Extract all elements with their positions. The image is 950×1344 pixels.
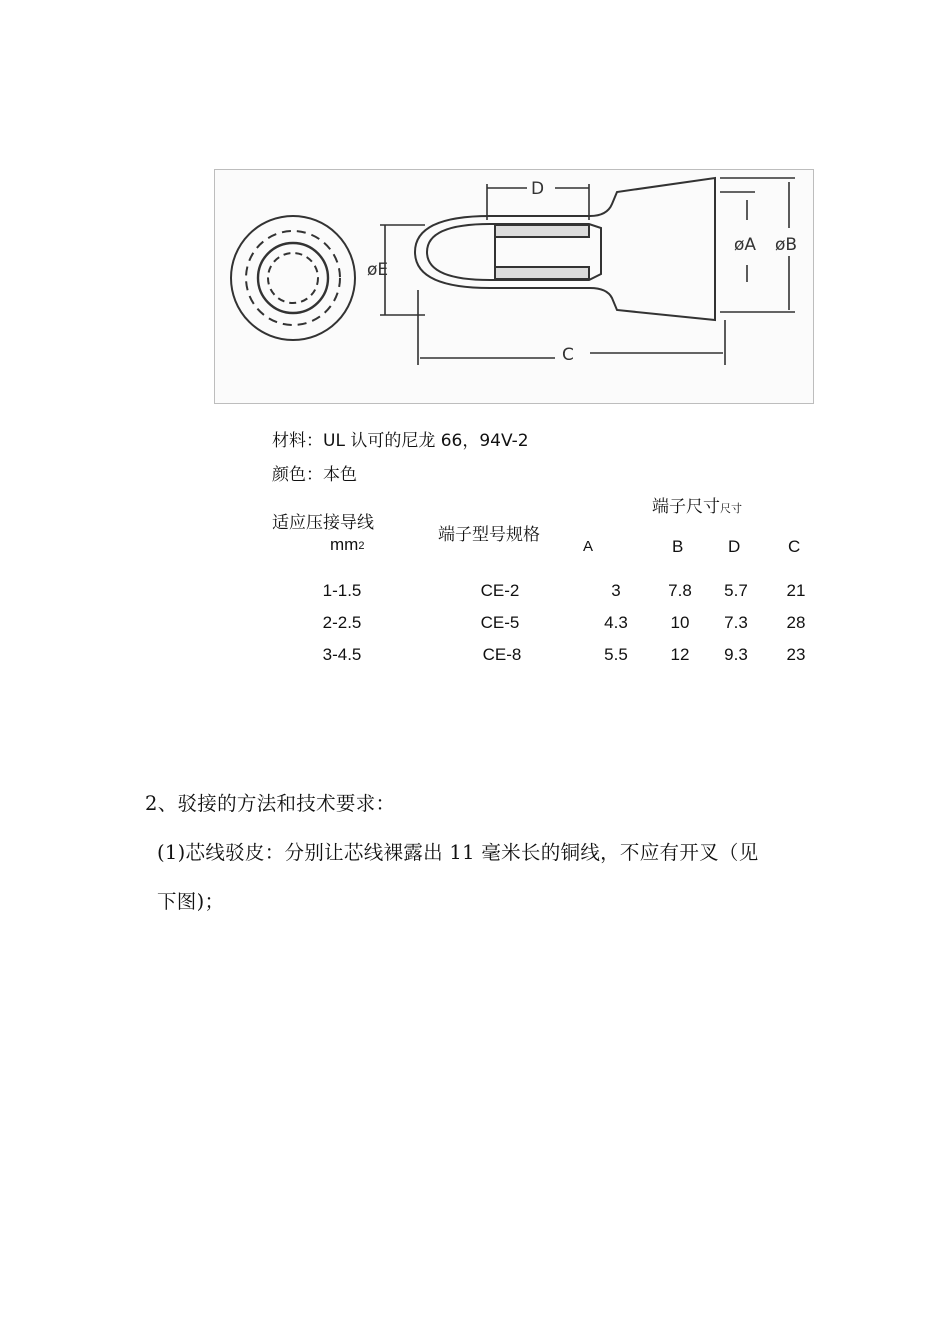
end-view [231, 216, 355, 340]
paragraph-line-1: (1)芯线驳皮：分别让芯线裸露出 11 毫米长的铜线，不应有开叉（见 [157, 841, 759, 864]
row1-model: CE-2 [480, 581, 520, 600]
connector-drawing [214, 169, 814, 404]
wire-unit-header [330, 535, 364, 555]
side-view [415, 178, 715, 320]
paragraph-line-2: 下图)； [157, 890, 225, 913]
wire-header: 适应压接导线 [272, 513, 374, 533]
dim-e-label: øE [367, 260, 389, 280]
col-d-header: D [728, 537, 741, 556]
dim-d-label: D [531, 179, 545, 199]
row3-wire: 3-4.5 [322, 645, 362, 664]
dim-c-label: C [562, 345, 574, 365]
row3-b: 12 [670, 645, 690, 664]
insert-top [495, 225, 589, 237]
row2-model: CE-5 [480, 613, 520, 632]
row2-wire: 2-2.5 [322, 613, 362, 632]
row1-wire: 1-1.5 [322, 581, 362, 600]
size-header [652, 492, 742, 517]
insert-bottom [495, 267, 589, 279]
row1-c: 21 [786, 581, 806, 600]
row3-c: 23 [786, 645, 806, 664]
wire-unit: mm [330, 535, 359, 554]
dim-a-label: øA [734, 235, 757, 255]
dashed-ring-outer [246, 231, 340, 325]
row3-a: 5.5 [604, 645, 628, 664]
color-spec: 颜色：本色 [272, 465, 357, 485]
dim-b-label: øB [775, 235, 798, 255]
model-header: 端子型号规格 [438, 525, 540, 545]
row1-d: 5.7 [724, 581, 748, 600]
row3-model: CE-8 [482, 645, 522, 664]
row2-d: 7.3 [724, 613, 748, 632]
col-a-header: A [583, 538, 594, 555]
outer-shell [415, 178, 715, 320]
wire-unit-sup: 2 [358, 540, 365, 552]
connector-diagram-svg [215, 170, 815, 405]
row1-b: 7.8 [668, 581, 692, 600]
material-spec: 材料：UL 认可的尼龙 66，94V-2 [272, 431, 529, 451]
col-c-header: C [788, 537, 801, 556]
col-b-header: B [672, 537, 684, 556]
outer-ring [231, 216, 355, 340]
row2-b: 10 [670, 613, 690, 632]
row3-d: 9.3 [724, 645, 748, 664]
size-header-sub: 尺寸 [720, 502, 742, 515]
section-heading: 2、驳接的方法和技术要求： [145, 792, 396, 815]
dashed-ring-inner [268, 253, 318, 303]
row2-a: 4.3 [604, 613, 628, 632]
row2-c: 28 [786, 613, 806, 632]
size-header-main: 端子尺寸 [652, 497, 720, 517]
row1-a: 3 [611, 581, 621, 600]
